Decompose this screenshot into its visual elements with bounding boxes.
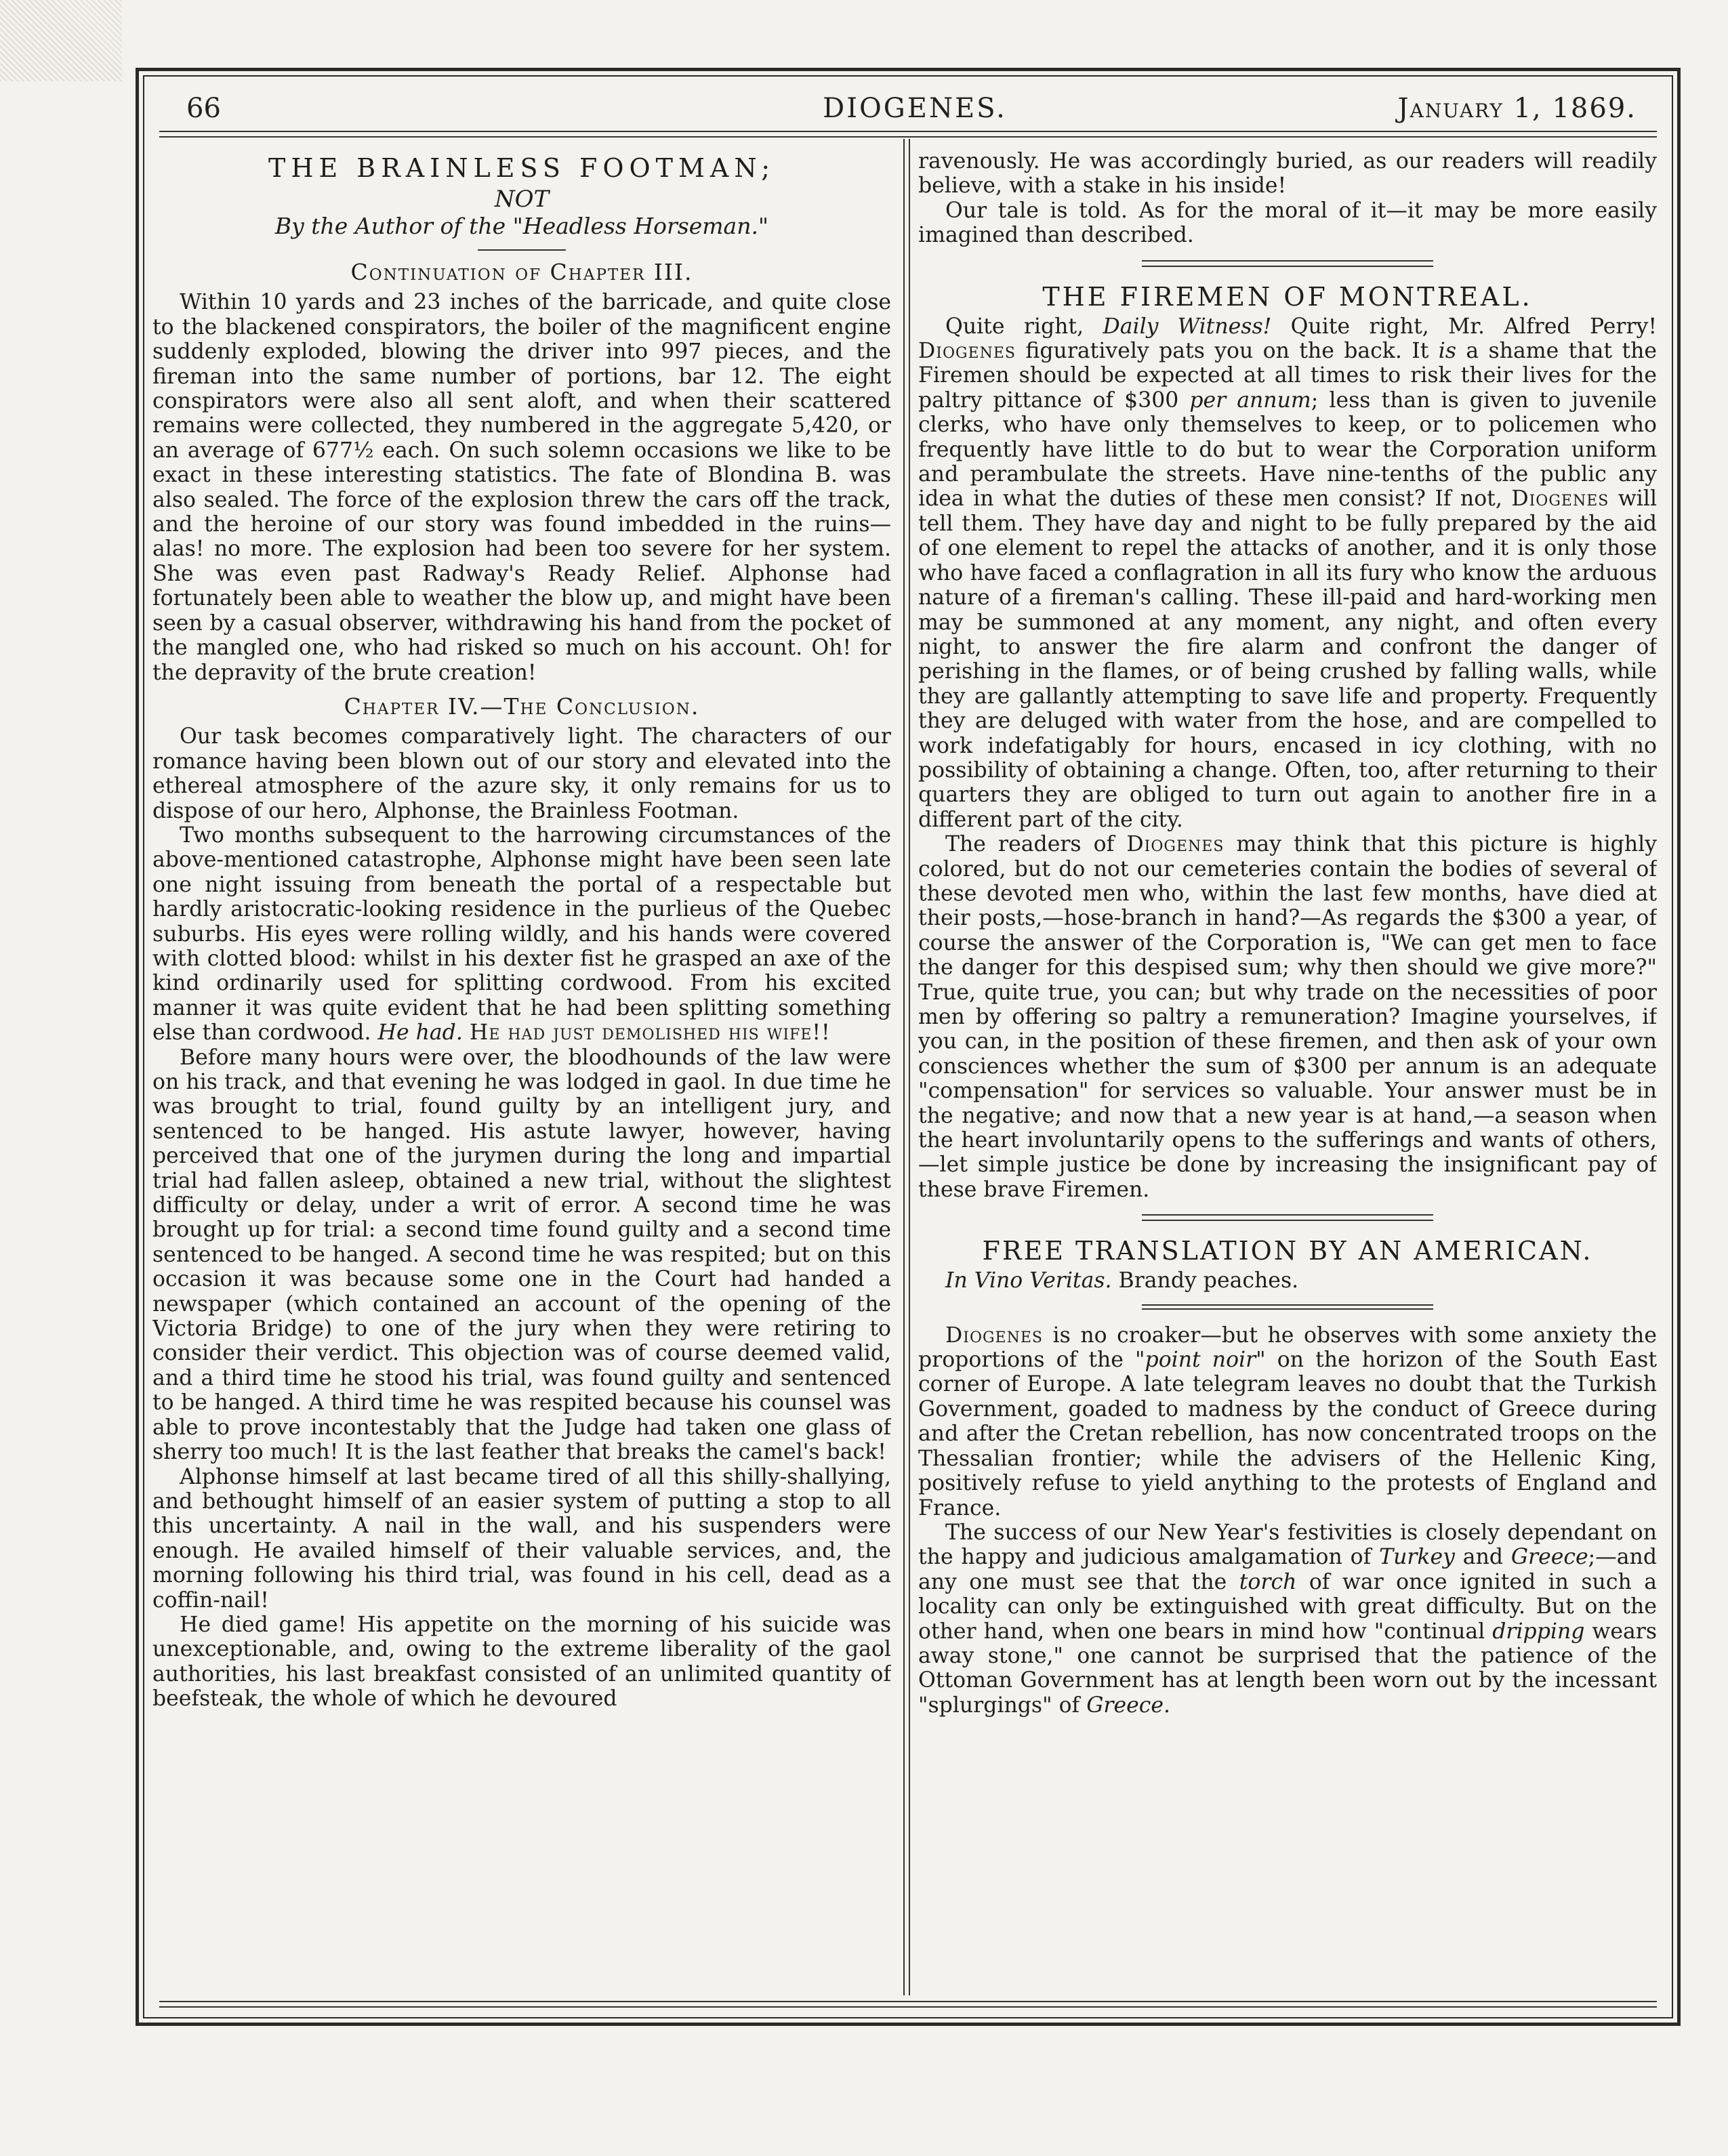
paragraph <box>918 1268 1657 1293</box>
italic-text: In Vino Veritas. <box>945 1268 1112 1293</box>
section-separator <box>1142 1214 1433 1221</box>
paragraph <box>918 1323 1657 1520</box>
story-title: THE BRAINLESS FOOTMAN; <box>268 153 776 183</box>
italic-text: point noir <box>1145 1348 1256 1373</box>
text: The success of our New Year's festivities is closely dependant on the happy and judicious amalgamation of <box>918 1520 1657 1570</box>
small-caps-text: Diogenes <box>1126 832 1225 857</box>
newspaper-page <box>136 68 1681 2026</box>
italic-text: per annum <box>1189 388 1311 413</box>
text: of war once ignited in such a locality can only be extinguished with great difficulty. But on the other hand, when one bears in mind how "continual <box>918 1569 1657 1644</box>
left-column <box>152 149 891 1995</box>
section-heading-chapter-3: Continuation of Chapter III. <box>350 259 693 285</box>
article-title-firemen: THE FIREMEN OF MONTREAL. <box>1042 281 1533 312</box>
paragraph: Our task becomes comparatively light. The characters of our romance having been blown out of our story and elevated into the ethereal atmosphere of the azure sky, it only remains for us to dispose of our hero, Alphonse, the Brainless Footman. <box>152 724 891 823</box>
story-byline: By the Author of the "Headless Horseman." <box>274 213 769 239</box>
section-separator <box>1142 1304 1433 1310</box>
masthead-title: DIOGENES. <box>823 93 1007 124</box>
paragraph: Before many hours were over, the bloodhounds of the law were on his track, and that evening he was lodged in gaol. In due time he was brought to trial, found guilty by an intelligent jury, and sentenced to be hanged. His astute lawyer, however, having perceived that one of the jurymen during the long and impartial trial had fallen asleep, obtained a new trial, without the slightest difficulty or delay, under a writ of error. A second time he was brought up for trial: a second time found guilty and a second time sentenced to be hanged. A second time he was respited; but on this occasion it was because some one in the Court had handed a newspaper (which contained an account of the opening of the Victoria Bridge) to one of the jury when they were retiring to consider their verdict. This objection was of course deemed valid, and a third time he stood his trial, was found guilty and sentenced to be hanged. A third time he was respited because his counsel was able to prove incontestably that the Judge had taken one glass of sherry too much! It is the last feather that breaks the camel's back! <box>152 1045 891 1465</box>
page-number: 66 <box>186 93 221 124</box>
text: ;—and any one must see that the <box>918 1545 1657 1594</box>
text: figuratively pats you on the back. It <box>1025 339 1429 364</box>
paragraph <box>918 832 1657 1202</box>
footer-rule <box>159 2001 1657 2008</box>
italic-text: Greece <box>1510 1545 1588 1570</box>
section-heading-chapter-4: Chapter IV.—The Conclusion. <box>344 692 700 720</box>
text: Quite right, Mr. Alfred Perry! <box>1290 314 1657 339</box>
paragraph: Our tale is told. As for the moral of it—it may be more easily imagined than described. <box>918 198 1657 248</box>
paragraph-continued: ravenously. He was accordingly buried, as our readers will readily believe, with a stake in his inside! <box>918 149 1657 199</box>
page-header <box>180 85 1650 132</box>
issue-date: January 1, 1869. <box>1397 93 1637 124</box>
italic-text: dripping <box>1492 1619 1585 1644</box>
header-rule <box>159 131 1657 138</box>
italic-text: Daily Witness! <box>1103 314 1272 339</box>
text: is no croaker—but he observes with some anxiety the proportions of the " <box>918 1323 1657 1373</box>
italic-text: torch <box>1239 1569 1297 1594</box>
right-column <box>918 149 1657 1995</box>
text: Quite right, <box>945 314 1084 339</box>
italic-text: Greece. <box>1086 1693 1171 1718</box>
text: Brandy peaches. <box>1118 1268 1299 1293</box>
section-separator <box>1142 260 1433 267</box>
small-caps-text: Diogenes <box>1511 486 1609 512</box>
paragraph <box>152 823 891 1045</box>
text: ; less than is given to juvenile clerks, who have only themselves to keep, or to policemen who frequently have little to do but to wear the Corporation uniform and perambulate the streets. Have nine-tenths of the public any idea in what the duties of these men consist? If not, <box>918 388 1657 512</box>
small-caps-text: Diogenes <box>945 1323 1043 1348</box>
paragraph: He died game! His appetite on the morning of his suicide was unexceptionable, and, owing to the extreme liberality of the gaol authorities, his last breakfast consisted of an unlimited quantity of beefsteak, the whole of which he devoured <box>152 1612 891 1712</box>
article-title-translation: FREE TRANSLATION BY AN AMERICAN. <box>982 1236 1593 1266</box>
small-caps-text: Diogenes <box>918 339 1016 364</box>
paragraph-text: Two months subsequent to the harrowing circumstances of the above-mentioned catastrophe, Alphonse might have been seen late one night issuing from beneath the portal of a respectable but hardly aristocratic-looking residence in the purlieus of the Quebec suburbs. His eyes were rolling wildly, and his hands were covered with clotted blood: whilst in his dexter fist he grasped an axe of the kind ordinarily used for splitting cordwood. From his excited manner it was quite evident that he had been splitting something else than cordwood. <box>152 823 891 1045</box>
text: " on the horizon of the South East corner of Europe. A late telegram leaves no doubt that the Turkish Government, goaded to madness by the conduct of Greece during and after the Cretan rebellion, has now concentrated troops on the Thessalian frontier; while the advisers of the Hellenic King, positively refuse to yield anything to the protests of England and France. <box>918 1348 1657 1520</box>
italic-text: He had. <box>377 1020 463 1045</box>
title-rule <box>478 249 566 251</box>
text: The readers of <box>945 832 1115 857</box>
paragraph <box>918 1520 1657 1718</box>
text: will tell them. They have day and night to be fully prepared by the aid of one element to repel the attacks of another, and it is only those who have faced a conflagration in all its fury who know the arduous nature of a fireman's calling. These ill-paid and hard-working men may be summoned at any moment, any night, and often every night, to answer the fire alarm and confront the danger of perishing in the flames, or of being crushed by falling walls, while they are gallantly attempting to save life and property. Frequently they are deluged with water from the hose, and are compelled to work indefatigably for hours, encased in icy clothing, with no possibility of obtaining a change. Often, too, after returning to their quarters they are obliged to turn out again to another fire in a different part of the city. <box>918 486 1657 832</box>
story-not: NOT <box>494 186 550 213</box>
paragraph <box>918 314 1657 833</box>
paragraph: Alphonse himself at last became tired of all this shilly-shallying, and bethought himself of an easier system of putting a stop to all this uncertainty. A nail in the wall, and his suspenders were enough. He availed himself of their valuable services, and, the morning following his third trial, was found in his cell, dead as a coffin-nail! <box>152 1464 891 1613</box>
text: wears away stone," one cannot be surprised that the patience of the Ottoman Government has at length been worn out by the incessant "splurgings" of <box>918 1619 1657 1718</box>
text: may think that this picture is highly colored, but do not our cemeteries contain the bodies of several of these devoted men who, within the last few months, have died at their posts,—hose-branch in hand?—As regards the $300 a year, of course the answer of the Corporation is, "We can get men to face the danger for this despised sum; why then should we give more?" True, quite true, you can; but why trade on the necessities of poor men by offering so paltry a remuneration? Imagine yourselves, if you can, in the position of these firemen, and then ask of your own consciences whether the sum of $300 per annum is an adequate "compensation" for services so valuable. Your answer must be in the negative; and now that a new year is at hand,—a season when the heart involuntarily opens to the sufferings and wants of others,—let simple justice be done by increasing the insignificant pay of these brave Firemen. <box>918 832 1657 1202</box>
italic-text: is <box>1438 339 1457 364</box>
column-divider <box>903 139 910 1995</box>
paragraph: Within 10 yards and 23 inches of the barricade, and quite close to the blackened conspirators, the boiler of the magnificent engine suddenly exploded, blowing the driver into 997 pieces, and the fireman into the same number of portions, bar 12. The eight conspirators were also all sent aloft, and when their scattered remains were collected, they numbered in the aggregate 5,420, or an average of 677½ each. On such solemn occasions we like to be exact in these interesting statistics. The fate of Blondina B. was also sealed. The force of the explosion threw the cars off the track, and the heroine of our story was found imbedded in the ruins—alas! no more. The explosion had been too severe for her system. She was even past Radway's Ready Relief. Alphonse had fortunately been able to weather the blow up, and might have been seen by a casual observer, withdrawing his hand from the pocket of the mangled one, who had risked so much on his account. Oh! for the depravity of the brute creation! <box>152 290 891 685</box>
small-caps-text: He had just demolished his wife!! <box>469 1020 831 1045</box>
text: a shame that the Firemen should be expected at all times to risk their lives for the paltry pittance of $300 <box>918 339 1657 413</box>
text: and <box>1462 1545 1504 1570</box>
corner-scan-texture <box>0 0 122 81</box>
italic-text: Turkey <box>1379 1545 1455 1570</box>
